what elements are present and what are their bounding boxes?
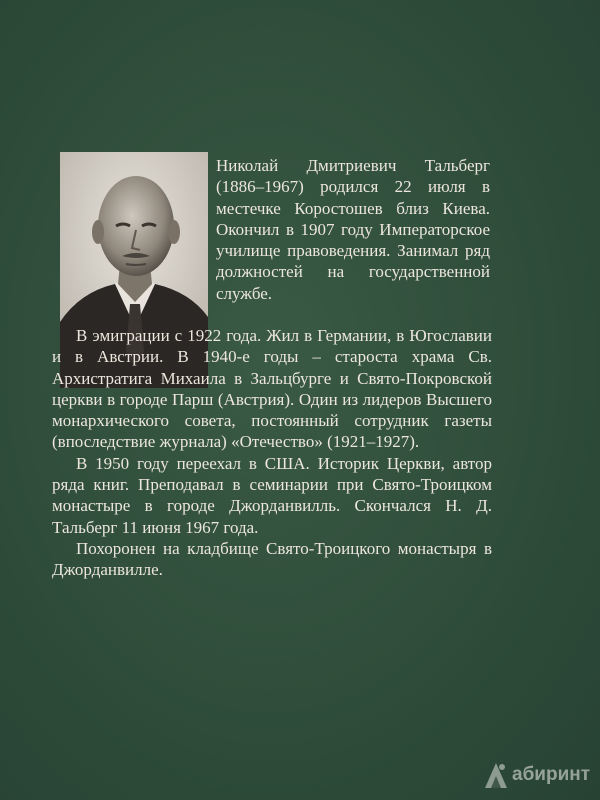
bio-paragraph-1: Николай Дмитриевич Тальберг (1886–1967) родился 22 июля в местечке Коростошев близ Киева. Окончил в 1907 году Императорское училище правоведения. Занимал ряд должностей на государственной службе. [216,156,490,303]
bio-paragraph-3: В 1950 году переехал в США. Историк Церкви, автор ряда книг. Преподавал в семинарии при Свято-Троицком монастыре в городе Джорданвилль. Скончался Н. Д. Тальберг 11 июня 1967 года. [52,453,492,537]
labirint-watermark [482,757,590,793]
labirint-logo-icon [482,760,510,790]
bio-paragraph-2: В эмиграции с 1922 года. Жил в Германии, в Югославии и в Австрии. В 1940-е годы – староста храма Св. Архистратига Михаила в Зальцбурге и Свято-Покровской церкви в городе Парш (Австрия). Один из лидеров Высшего монархического совета, постоянный сотрудник газеты (впоследствие журнала) «Отечество» (1921–1927). [52,326,492,452]
watermark-text: абиринт [512,764,591,785]
bio-paragraph-4: Похоронен на кладбище Свято-Троицкого монастыря в Джорданвилле. [52,538,492,580]
bio-continuation [52,325,492,581]
